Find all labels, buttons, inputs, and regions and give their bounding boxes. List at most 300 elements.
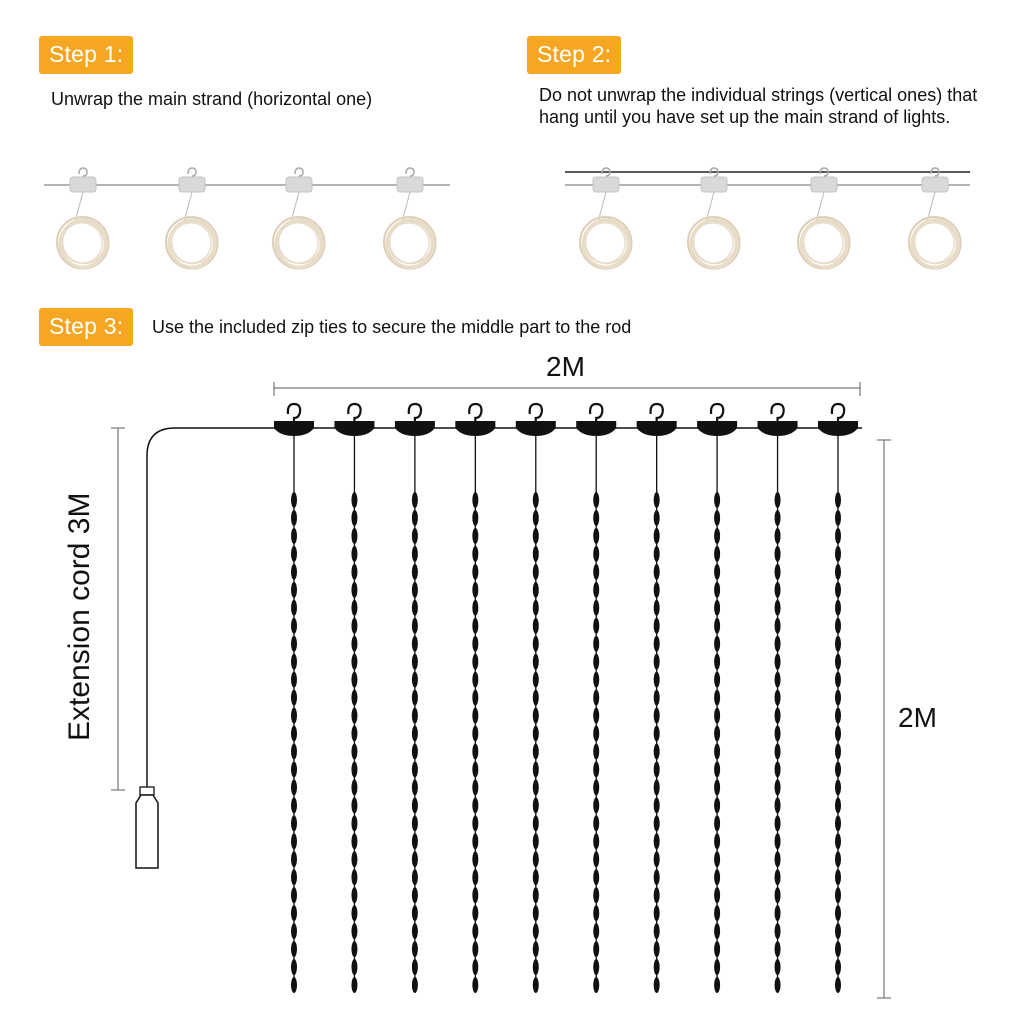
bulb (472, 564, 478, 580)
bulb (351, 815, 357, 831)
bulb (533, 654, 539, 670)
bulb (714, 672, 720, 688)
bulb (775, 905, 781, 921)
bulb (412, 743, 418, 759)
bulb (593, 941, 599, 957)
bulb (835, 510, 841, 526)
bulb (533, 618, 539, 634)
bulb (351, 528, 357, 544)
height-label: 2M (898, 702, 937, 733)
bulb (775, 779, 781, 795)
bulb (775, 654, 781, 670)
bulb (533, 743, 539, 759)
bulb (291, 959, 297, 975)
bulb (654, 905, 660, 921)
clip-icon (274, 421, 314, 436)
clip-icon (286, 177, 312, 192)
bulb (593, 887, 599, 903)
cord-dimension (111, 428, 125, 790)
coil-4 (384, 168, 436, 269)
bulb (654, 761, 660, 777)
bulb (351, 618, 357, 634)
bulb (533, 923, 539, 939)
extension-cord-label: Extension cord 3M (63, 492, 96, 741)
string-4 (455, 404, 495, 993)
bulb (533, 726, 539, 742)
bulb (654, 833, 660, 849)
bulb (351, 851, 357, 867)
bulb (351, 797, 357, 813)
bulb (412, 761, 418, 777)
bulb (775, 743, 781, 759)
bulb (714, 833, 720, 849)
usb-plug-icon (136, 795, 158, 868)
bulb (291, 690, 297, 706)
bulb (714, 941, 720, 957)
bulb (593, 905, 599, 921)
bulb (654, 887, 660, 903)
bulb (654, 977, 660, 993)
bulb (412, 941, 418, 957)
bulb (412, 510, 418, 526)
bulb (835, 923, 841, 939)
bulb (533, 779, 539, 795)
bulb (714, 959, 720, 975)
bulb (593, 528, 599, 544)
bulb (533, 528, 539, 544)
bulb (775, 528, 781, 544)
bulb (775, 582, 781, 598)
step-1-badge: Step 1: (39, 36, 133, 74)
bulb (654, 564, 660, 580)
bulb (533, 797, 539, 813)
bulb (533, 564, 539, 580)
bulb (593, 546, 599, 562)
hook-icon (469, 404, 481, 421)
bulb (714, 869, 720, 885)
bulb (351, 600, 357, 616)
bulb (291, 672, 297, 688)
clip-icon (818, 421, 858, 436)
step-2-text: Do not unwrap the individual strings (vertical ones) that hang until you have set up the main strand of lights. (539, 85, 978, 127)
bulb (472, 797, 478, 813)
bulb (533, 546, 539, 562)
bulb (593, 726, 599, 742)
clip-icon (179, 177, 205, 192)
bulb (593, 977, 599, 993)
bulb (533, 959, 539, 975)
hook-icon (79, 168, 87, 176)
bulb (835, 905, 841, 921)
bulb (412, 905, 418, 921)
bulb (654, 726, 660, 742)
bulb (593, 708, 599, 724)
clip-icon (576, 421, 616, 436)
bulb (593, 564, 599, 580)
bulb (533, 510, 539, 526)
bulb (472, 779, 478, 795)
bulb (775, 833, 781, 849)
bulb (714, 690, 720, 706)
string-7 (637, 404, 677, 993)
hook-icon (295, 168, 303, 176)
bulb (291, 492, 297, 508)
bulb (714, 905, 720, 921)
bulb (835, 654, 841, 670)
bulb (412, 726, 418, 742)
bulb (291, 779, 297, 795)
bulb (412, 582, 418, 598)
clip-icon (697, 421, 737, 436)
step-1-text: Unwrap the main strand (horizontal one) (51, 89, 373, 109)
bulb (472, 600, 478, 616)
bulb (472, 851, 478, 867)
bulb (775, 869, 781, 885)
bulb (714, 851, 720, 867)
bulb (654, 600, 660, 616)
bulb (291, 510, 297, 526)
string-2 (334, 404, 374, 993)
bulb (593, 510, 599, 526)
bulb (351, 636, 357, 652)
bulb (472, 815, 478, 831)
clip-icon (758, 421, 798, 436)
bulb (775, 672, 781, 688)
bulb (654, 779, 660, 795)
bulb (714, 600, 720, 616)
bulb (291, 851, 297, 867)
bulb (291, 546, 297, 562)
bulb (714, 708, 720, 724)
bulb (835, 887, 841, 903)
bulb (714, 977, 720, 993)
bulb (412, 887, 418, 903)
bulb (412, 851, 418, 867)
bulb (291, 977, 297, 993)
bulb (351, 887, 357, 903)
bulb (291, 887, 297, 903)
clip-icon (70, 177, 96, 192)
bulb (351, 941, 357, 957)
bulb (472, 869, 478, 885)
bulb (351, 761, 357, 777)
step-3-badge: Step 3: (39, 308, 133, 346)
bulb (412, 815, 418, 831)
bulb (412, 690, 418, 706)
bulb (593, 654, 599, 670)
bulb (654, 815, 660, 831)
bulb (291, 797, 297, 813)
bulb (835, 546, 841, 562)
bulb (593, 582, 599, 598)
clip-icon (334, 421, 374, 436)
bulb (593, 743, 599, 759)
bulb (714, 528, 720, 544)
bulb (654, 528, 660, 544)
bulb (533, 600, 539, 616)
bulb (472, 492, 478, 508)
bulb (351, 869, 357, 885)
bulb (593, 600, 599, 616)
bulb (472, 618, 478, 634)
bulb (593, 869, 599, 885)
bulb (775, 815, 781, 831)
bulb (351, 708, 357, 724)
bulb (714, 887, 720, 903)
string-8 (697, 404, 737, 993)
bulb (654, 959, 660, 975)
bulb (775, 761, 781, 777)
bulb (775, 600, 781, 616)
bulb (593, 672, 599, 688)
bulb (835, 528, 841, 544)
clip-icon (637, 421, 677, 436)
bulb (533, 977, 539, 993)
bulb (654, 510, 660, 526)
bulb (472, 672, 478, 688)
bulb (291, 923, 297, 939)
bulb (472, 726, 478, 742)
bulb (714, 654, 720, 670)
bulb (835, 708, 841, 724)
bulb (775, 564, 781, 580)
string-9 (758, 404, 798, 993)
bulb (714, 779, 720, 795)
bulb (351, 959, 357, 975)
string-10 (818, 404, 858, 993)
bulb (472, 636, 478, 652)
bulb (654, 582, 660, 598)
bulb (775, 726, 781, 742)
bulb (291, 708, 297, 724)
bulb (472, 977, 478, 993)
bulb (472, 923, 478, 939)
bulb (654, 492, 660, 508)
bulb (533, 672, 539, 688)
bulb (351, 977, 357, 993)
bulb (835, 492, 841, 508)
hook-icon (651, 404, 663, 421)
bulb (472, 959, 478, 975)
hook-icon (771, 404, 783, 421)
clip-icon (395, 421, 435, 436)
bulb (714, 743, 720, 759)
bulb (472, 654, 478, 670)
bulb (835, 636, 841, 652)
coil-1 (580, 168, 632, 269)
bulb (654, 743, 660, 759)
bulb (654, 618, 660, 634)
bulb (654, 654, 660, 670)
bulb (533, 851, 539, 867)
bulb (351, 726, 357, 742)
clip-icon (455, 421, 495, 436)
width-dimension (274, 382, 860, 396)
bulb (291, 761, 297, 777)
bulb (291, 654, 297, 670)
bulb (351, 905, 357, 921)
bulb (593, 959, 599, 975)
clip-icon (922, 177, 948, 192)
bulb (412, 959, 418, 975)
bulb (533, 905, 539, 921)
bulb (472, 546, 478, 562)
bulb (533, 815, 539, 831)
bulb (412, 654, 418, 670)
bulb (533, 869, 539, 885)
width-label: 2M (546, 351, 585, 382)
bulb (351, 492, 357, 508)
bulb (654, 690, 660, 706)
bulb (291, 905, 297, 921)
bulb (654, 869, 660, 885)
bulb (835, 797, 841, 813)
bulb (775, 546, 781, 562)
bulb (835, 672, 841, 688)
bulb (472, 833, 478, 849)
bulb (291, 833, 297, 849)
step-3-text: Use the included zip ties to secure the middle part to the rod (152, 317, 632, 337)
bulb (533, 761, 539, 777)
bulb (412, 672, 418, 688)
clip-icon (397, 177, 423, 192)
bulb (714, 492, 720, 508)
coil-1 (57, 168, 109, 269)
coil-3 (273, 168, 325, 269)
bulb (775, 959, 781, 975)
bulb (714, 761, 720, 777)
bulb (835, 833, 841, 849)
bulb (472, 582, 478, 598)
bulb (412, 636, 418, 652)
bulb (714, 726, 720, 742)
hook-icon (832, 404, 844, 421)
coil-3 (798, 168, 850, 269)
bulb (412, 779, 418, 795)
bulb (775, 851, 781, 867)
bulb (654, 546, 660, 562)
bulb (351, 690, 357, 706)
step-2-badge: Step 2: (527, 36, 621, 74)
bulb (593, 851, 599, 867)
bulb (472, 528, 478, 544)
bulb (472, 941, 478, 957)
string-3 (395, 404, 435, 993)
bulb (291, 636, 297, 652)
bulb (835, 761, 841, 777)
bulb (654, 851, 660, 867)
bulb (775, 690, 781, 706)
bulb (412, 546, 418, 562)
bulb (472, 708, 478, 724)
bulb (351, 546, 357, 562)
bulb (654, 941, 660, 957)
clip-icon (593, 177, 619, 192)
bulb (654, 672, 660, 688)
bulb (835, 618, 841, 634)
bulb (835, 959, 841, 975)
string-5 (516, 404, 556, 993)
bulb (412, 977, 418, 993)
height-dimension (877, 440, 891, 998)
bulb (714, 815, 720, 831)
bulb (593, 815, 599, 831)
bulb (291, 743, 297, 759)
bulb (593, 492, 599, 508)
bulb (714, 564, 720, 580)
bulb (291, 528, 297, 544)
bulb (291, 815, 297, 831)
bulb (714, 797, 720, 813)
bulb (775, 797, 781, 813)
bulb (533, 636, 539, 652)
bulb (654, 797, 660, 813)
clip-icon (811, 177, 837, 192)
bulb (593, 779, 599, 795)
bulb (351, 510, 357, 526)
bulb (714, 546, 720, 562)
string-6 (576, 404, 616, 993)
bulb (533, 708, 539, 724)
bulb (714, 618, 720, 634)
bulb (412, 833, 418, 849)
bulb (835, 600, 841, 616)
bulb (412, 708, 418, 724)
bulb (835, 564, 841, 580)
bulb (533, 492, 539, 508)
bulb (654, 636, 660, 652)
extension-cord (136, 428, 280, 868)
step-2-strand-illustration (565, 168, 970, 269)
bulb (472, 510, 478, 526)
bulb (835, 815, 841, 831)
bulb (533, 941, 539, 957)
bulb (291, 869, 297, 885)
bulb (412, 564, 418, 580)
bulb (351, 833, 357, 849)
bulb (835, 977, 841, 993)
bulb (351, 779, 357, 795)
bulb (593, 761, 599, 777)
bulb (593, 797, 599, 813)
bulb (291, 600, 297, 616)
coil-4 (909, 168, 961, 269)
bulb (835, 690, 841, 706)
bulb (472, 743, 478, 759)
bulb (533, 887, 539, 903)
bulb (835, 743, 841, 759)
bulb (593, 618, 599, 634)
bulb (714, 510, 720, 526)
bulb (291, 582, 297, 598)
bulb (714, 582, 720, 598)
bulb (654, 923, 660, 939)
hook-icon (188, 168, 196, 176)
bulb (835, 941, 841, 957)
bulb (412, 492, 418, 508)
bulb (472, 690, 478, 706)
bulb (835, 779, 841, 795)
bulb (533, 833, 539, 849)
bulb (835, 582, 841, 598)
bulb (472, 761, 478, 777)
hook-icon (406, 168, 414, 176)
bulb (412, 528, 418, 544)
hook-icon (530, 404, 542, 421)
bulb (593, 923, 599, 939)
coil-2 (166, 168, 218, 269)
bulb (412, 618, 418, 634)
